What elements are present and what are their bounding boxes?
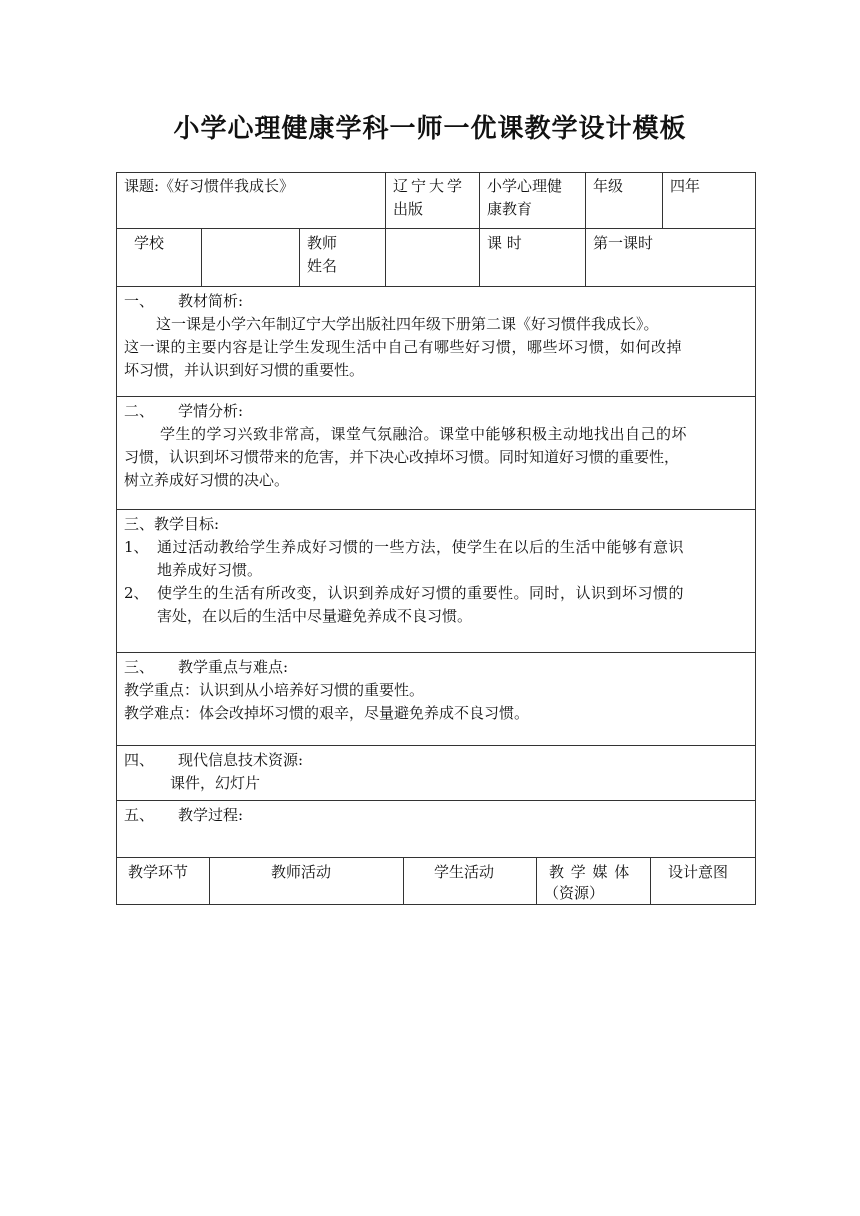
- process-col-intent: 设计意图: [668, 863, 729, 881]
- resources-content: 课件，幻灯片: [170, 774, 261, 792]
- col-divider: [385, 172, 386, 286]
- resources-heading-num: 四、: [124, 751, 155, 769]
- col-divider: [585, 172, 586, 286]
- process-col-student: 学生活动: [434, 863, 495, 881]
- page-title: 小学心理健康学科一师一优课教学设计模板: [173, 114, 687, 144]
- process-col-teacher: 教师活动: [271, 863, 332, 881]
- keypoints-heading-num: 三、: [124, 658, 155, 676]
- period-value: 第一课时: [593, 234, 654, 252]
- col-divider: [201, 228, 202, 286]
- material-line: 这一课的主要内容是让学生发现生活中自己有哪些好习惯，哪些坏习惯，如何改掉: [124, 338, 683, 356]
- students-line: 学生的学习兴致非常高，课堂气氛融洽。课堂中能够积极主动地找出自己的坏: [160, 425, 688, 443]
- students-heading: 学情分析:: [178, 402, 244, 420]
- goal-item-num: 2、: [124, 584, 149, 602]
- process-heading-num: 五、: [124, 806, 155, 824]
- col-divider: [479, 172, 480, 286]
- period-label: 课 时: [487, 234, 522, 252]
- topic-label: 课题:《好习惯伴我成长》: [124, 177, 295, 195]
- subject-line1: 小学心理健: [487, 177, 563, 195]
- col-divider: [403, 857, 404, 905]
- process-heading: 教学过程:: [178, 806, 244, 824]
- row-divider: [116, 800, 756, 801]
- goal-item-line: 通过活动教给学生养成好习惯的一些方法，使学生在以后的生活中能够有意识: [157, 538, 685, 556]
- material-line: 这一课是小学六年制辽宁大学出版社四年级下册第二课《好习惯伴我成长》。: [156, 315, 659, 333]
- col-divider: [536, 857, 537, 905]
- row-divider: [116, 396, 756, 397]
- publisher-line1: 辽宁大学: [393, 177, 466, 195]
- resources-heading: 现代信息技术资源:: [178, 751, 304, 769]
- school-label: 学校: [134, 234, 165, 252]
- col-divider: [299, 228, 300, 286]
- material-heading: 教材简析:: [178, 292, 244, 310]
- students-heading-num: 二、: [124, 402, 155, 420]
- grade-label: 年级: [593, 177, 624, 195]
- teacher-label-line1: 教师: [307, 234, 338, 252]
- keypoints-heading: 教学重点与难点:: [178, 658, 289, 676]
- students-line: 习惯，认识到坏习惯带来的危害，并下决心改掉坏习惯。同时知道好习惯的重要性，: [124, 448, 680, 466]
- row-divider: [116, 745, 756, 746]
- grade-value: 四年: [670, 177, 701, 195]
- material-line: 坏习惯，并认识到好习惯的重要性。: [124, 361, 365, 379]
- process-col-stage: 教学环节: [128, 863, 189, 881]
- process-col-media-sub: （资源）: [544, 884, 605, 902]
- col-divider: [209, 857, 210, 905]
- goal-item-line: 使学生的生活有所改变，认识到养成好习惯的重要性。同时，认识到坏习惯的: [157, 584, 685, 602]
- keypoint-key: 教学重点：认识到从小培养好习惯的重要性。: [124, 681, 425, 699]
- goal-item-line: 害处，在以后的生活中尽量避免养成不良习惯。: [157, 607, 473, 625]
- material-heading-num: 一、: [124, 292, 155, 310]
- keypoint-difficult: 教学难点：体会改掉坏习惯的艰辛，尽量避免养成不良习惯。: [124, 704, 530, 722]
- subject-line2: 康教育: [487, 200, 533, 218]
- process-col-media: 教 学 媒 体: [549, 863, 631, 881]
- row-divider: [116, 857, 756, 858]
- row-divider: [116, 228, 756, 229]
- goal-item-num: 1、: [124, 538, 149, 556]
- col-divider: [650, 857, 651, 905]
- students-line: 树立养成好习惯的决心。: [124, 471, 290, 489]
- row-divider: [116, 509, 756, 510]
- publisher-line2: 出版: [393, 200, 424, 218]
- col-divider: [662, 172, 663, 229]
- teacher-label-line2: 姓名: [307, 257, 338, 275]
- row-divider: [116, 286, 756, 287]
- goal-item-line: 地养成好习惯。: [157, 561, 263, 579]
- row-divider: [116, 652, 756, 653]
- goals-heading: 三、教学目标:: [124, 515, 220, 533]
